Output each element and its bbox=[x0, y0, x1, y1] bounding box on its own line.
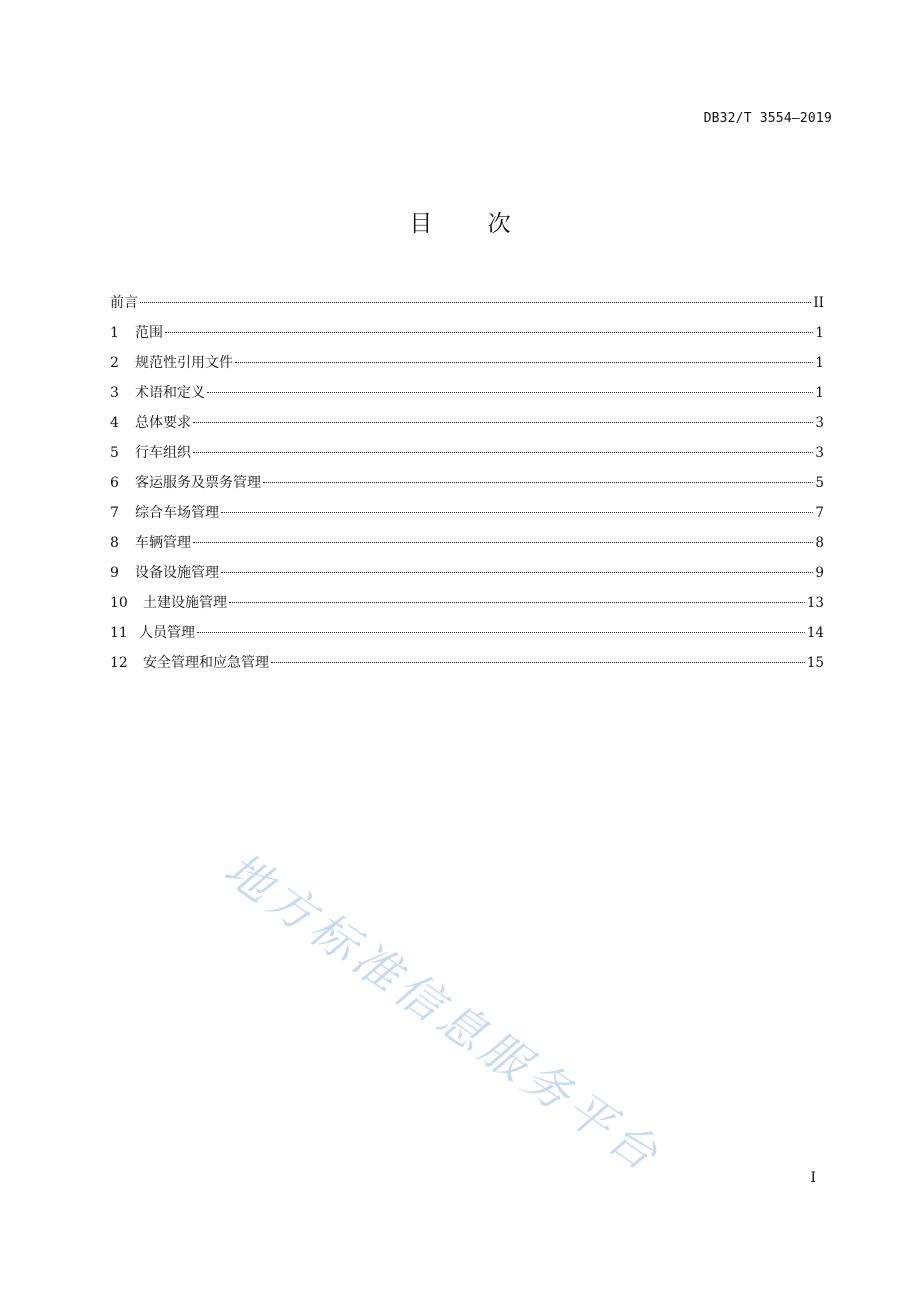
dot-leader bbox=[193, 542, 813, 543]
toc-entry-page: 1 bbox=[815, 325, 824, 341]
toc-entry-page: 7 bbox=[815, 505, 824, 521]
toc-entry-page: 13 bbox=[806, 595, 824, 611]
toc-entry-title: 总体要求 bbox=[135, 415, 191, 431]
toc-entry-scope[interactable] bbox=[110, 318, 824, 348]
toc-entry-page: 9 bbox=[815, 565, 824, 581]
dot-leader bbox=[193, 452, 813, 453]
toc-entry-number: 11 bbox=[110, 625, 128, 641]
toc-entry-title: 安全管理和应急管理 bbox=[143, 655, 269, 671]
toc-entry-civil-works[interactable] bbox=[110, 588, 824, 618]
toc-entry-depot-management[interactable] bbox=[110, 498, 824, 528]
toc-entry-title: 土建设施管理 bbox=[143, 595, 227, 611]
toc-entry-number: 3 bbox=[110, 385, 119, 401]
toc-entry-number: 6 bbox=[110, 475, 119, 491]
toc-entry-page: 3 bbox=[815, 445, 824, 461]
toc-entry-page: 8 bbox=[815, 535, 824, 551]
dot-leader bbox=[207, 392, 813, 393]
toc-entry-page: 5 bbox=[815, 475, 824, 491]
dot-leader bbox=[229, 602, 805, 603]
toc-entry-equipment-management[interactable] bbox=[110, 558, 824, 588]
toc-entry-page: II bbox=[813, 295, 824, 311]
toc-entry-personnel[interactable] bbox=[110, 618, 824, 648]
page-number: I bbox=[810, 1170, 816, 1186]
toc-entry-page: 14 bbox=[806, 625, 824, 641]
toc-entry-title: 综合车场管理 bbox=[135, 505, 219, 521]
dot-leader bbox=[193, 422, 813, 423]
toc-entry-number: 10 bbox=[110, 595, 128, 611]
dot-leader bbox=[221, 512, 813, 513]
toc-entry-number: 4 bbox=[110, 415, 119, 431]
document-code: DB32/T 3554—2019 bbox=[703, 111, 832, 126]
table-of-contents bbox=[110, 288, 824, 678]
toc-entry-title: 人员管理 bbox=[139, 625, 195, 641]
toc-entry-title: 规范性引用文件 bbox=[135, 355, 233, 371]
dot-leader bbox=[271, 662, 805, 663]
toc-entry-page: 15 bbox=[806, 655, 824, 671]
toc-entry-page: 3 bbox=[815, 415, 824, 431]
dot-leader bbox=[140, 302, 811, 303]
toc-entry-number: 5 bbox=[110, 445, 119, 461]
dot-leader bbox=[263, 482, 813, 483]
toc-entry-safety-emergency[interactable] bbox=[110, 648, 824, 678]
toc-entry-normative-references[interactable] bbox=[110, 348, 824, 378]
dot-leader bbox=[235, 362, 813, 363]
toc-entry-title: 术语和定义 bbox=[135, 385, 205, 401]
watermark: 地方标准信息服务平台 bbox=[214, 841, 672, 1184]
toc-entry-passenger-service[interactable] bbox=[110, 468, 824, 498]
toc-entry-number: 2 bbox=[110, 355, 119, 371]
toc-entry-title: 行车组织 bbox=[135, 445, 191, 461]
toc-entry-number: 1 bbox=[110, 325, 119, 341]
toc-entry-general-requirements[interactable] bbox=[110, 408, 824, 438]
toc-entry-number: 8 bbox=[110, 535, 119, 551]
page-title: 目 次 bbox=[409, 211, 535, 237]
toc-entry-title: 车辆管理 bbox=[135, 535, 191, 551]
dot-leader bbox=[197, 632, 805, 633]
toc-entry-vehicle-management[interactable] bbox=[110, 528, 824, 558]
toc-entry-title: 前言 bbox=[110, 295, 138, 311]
toc-entry-title: 范围 bbox=[135, 325, 163, 341]
toc-entry-page: 1 bbox=[815, 385, 824, 401]
toc-entry-page: 1 bbox=[815, 355, 824, 371]
toc-entry-foreword[interactable] bbox=[110, 288, 824, 318]
toc-entry-title: 设备设施管理 bbox=[135, 565, 219, 581]
toc-entry-number: 9 bbox=[110, 565, 119, 581]
toc-entry-terms[interactable] bbox=[110, 378, 824, 408]
toc-entry-train-operation[interactable] bbox=[110, 438, 824, 468]
dot-leader bbox=[221, 572, 813, 573]
toc-entry-number: 7 bbox=[110, 505, 119, 521]
toc-entry-title: 客运服务及票务管理 bbox=[135, 475, 261, 491]
toc-entry-number: 12 bbox=[110, 655, 128, 671]
dot-leader bbox=[165, 332, 813, 333]
